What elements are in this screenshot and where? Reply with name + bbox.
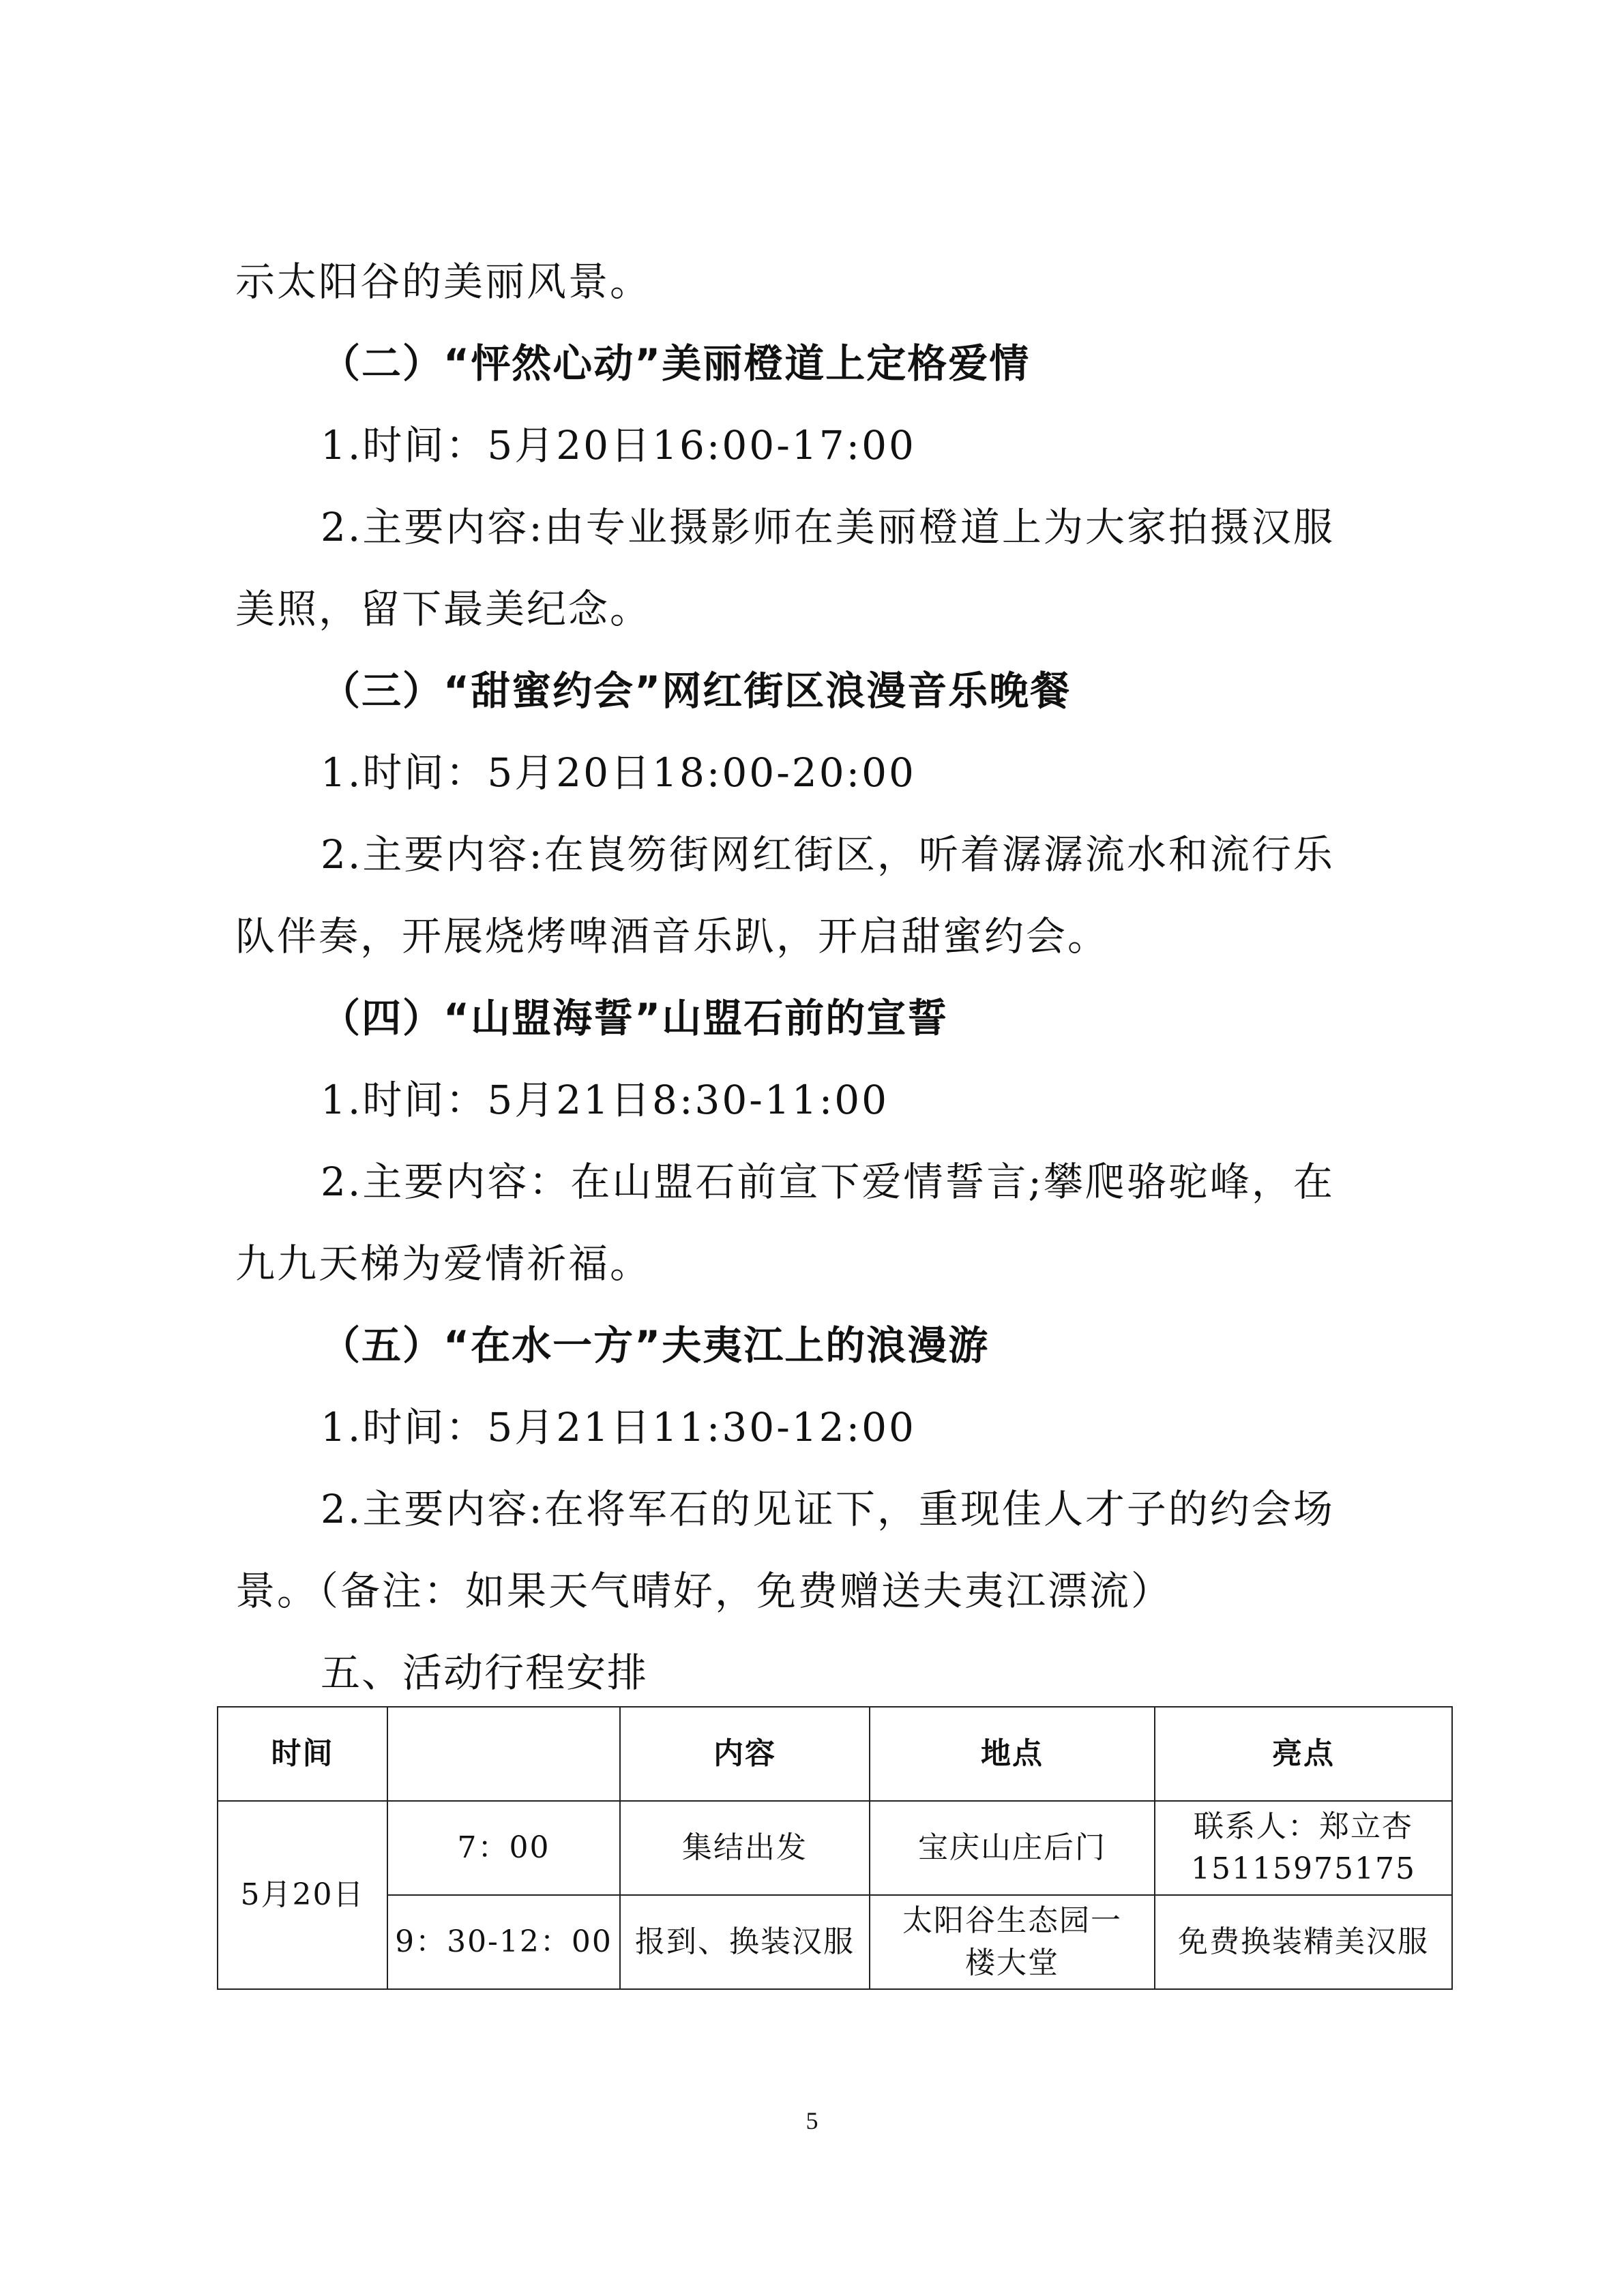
header-blank [387,1707,620,1801]
subheading-5: （五）“在水一方”夫夷江上的浪漫游 [321,1322,990,1369]
paragraph-line-time-4: 1.时间：5月21日8:30-11:00 [321,1077,889,1123]
paragraph-line-content-5a: 2.主要内容:在将军石的见证下，重现佳人才子的约会场 [321,1486,1335,1532]
subheading-4: （四）“山盟海誓”山盟石前的宣誓 [321,995,949,1041]
cell-highlight: 免费换装精美汉服 [1155,1895,1452,1989]
paragraph-line-content-2b: 美照，留下最美纪念。 [235,586,652,632]
header-content: 内容 [620,1707,870,1801]
paragraph-line-time-3: 1.时间：5月20日18:00-20:00 [321,749,916,796]
paragraph-line-content-3a: 2.主要内容:在崀笏街网红街区，听着潺潺流水和流行乐 [321,831,1335,878]
header-highlight: 亮点 [1155,1707,1452,1801]
header-place: 地点 [870,1707,1155,1801]
table-header-row [218,1707,1452,1801]
cell-highlight-line-1: 联系人：郑立杏 [1194,1809,1413,1844]
cell-place-line-1: 太阳谷生态园一 [902,1903,1122,1938]
paragraph-line-content-4a: 2.主要内容：在山盟石前宣下爱情誓言;攀爬骆驼峰，在 [321,1159,1335,1205]
cell-highlight [1155,1801,1452,1895]
paragraph-line-content-3b: 队伴奏，开展烧烤啤酒音乐趴，开启甜蜜约会。 [235,913,1110,959]
subheading-3: （三）“甜蜜约会”网红街区浪漫音乐晚餐 [321,668,1072,714]
section-title-schedule: 五、活动行程安排 [321,1650,649,1696]
cell-place: 宝庆山庄后门 [870,1801,1155,1895]
paragraph-line-content-4b: 九九天梯为爱情祈福。 [235,1240,652,1287]
cell-place-line-2: 楼大堂 [965,1945,1059,1980]
paragraph-line-content-5b: 景。（备注：如果天气晴好，免费赠送夫夷江漂流） [235,1568,1173,1614]
cell-content: 集结出发 [620,1801,870,1895]
paragraph-line-1: 示太阳谷的美丽风景。 [235,258,652,305]
paragraph-line-time-5: 1.时间：5月21日11:30-12:00 [321,1404,916,1450]
page-number: 5 [806,2107,818,2134]
table-row [218,1895,1452,1989]
cell-content: 报到、换装汉服 [620,1895,870,1989]
table-row [218,1801,1452,1895]
cell-date: 5月20日 [218,1801,387,1989]
cell-highlight-line-2: 15115975175 [1191,1851,1416,1886]
subheading-2: （二）“怦然心动”美丽橙道上定格爱情 [321,340,1031,387]
paragraph-line-time-2: 1.时间：5月20日16:00-17:00 [321,422,916,468]
cell-time: 7：00 [387,1801,620,1895]
schedule-table [217,1706,1453,1990]
paragraph-line-content-2a: 2.主要内容:由专业摄影师在美丽橙道上为大家拍摄汉服 [321,504,1335,550]
header-time: 时间 [218,1707,387,1801]
cell-time: 9：30-12：00 [387,1895,620,1989]
cell-place [870,1895,1155,1989]
